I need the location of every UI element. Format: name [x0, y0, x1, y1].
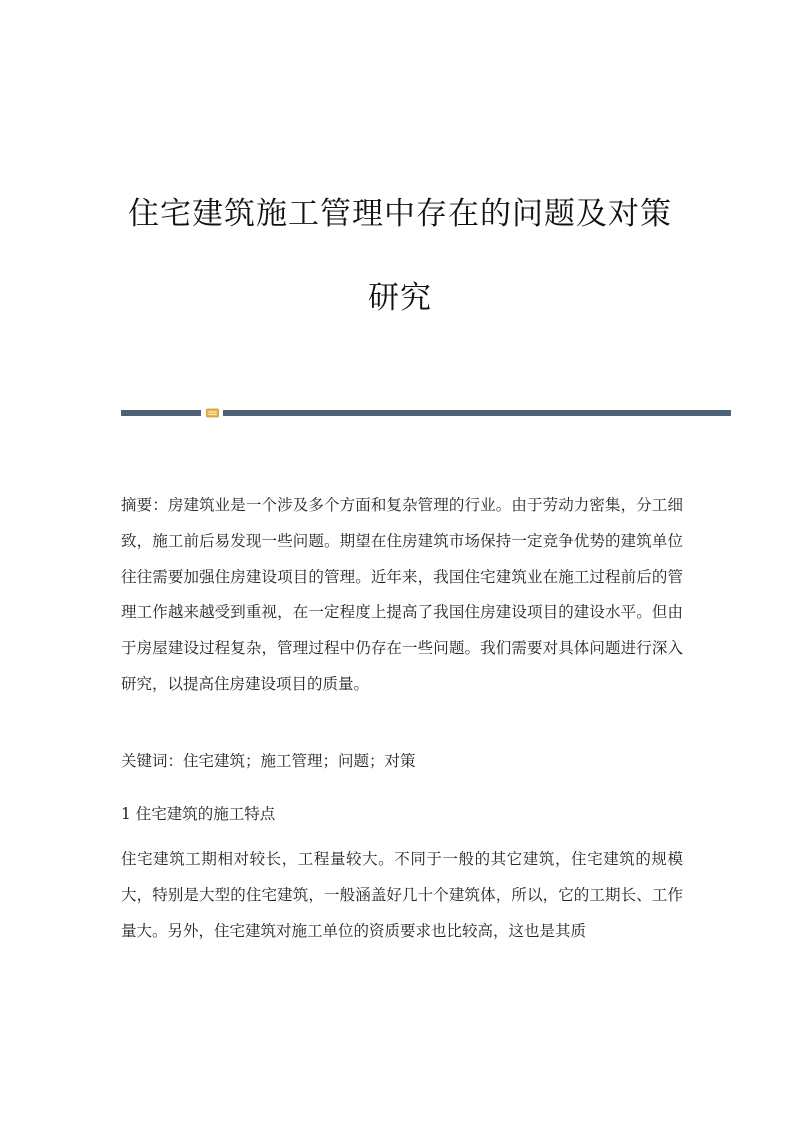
abstract-paragraph: 摘要：房建筑业是一个涉及多个方面和复杂管理的行业。由于劳动力密集，分工细致，施工前后易发现一些问题。期望在住房建筑市场保持一定竞争优势的建筑单位往往需要加强住房建设项目的管理。近年来，我国住宅建筑业在施工过程前后的管理工作越来越受到重视，在一定程度上提高了我国住房建设项目的建设水平。但由于房屋建设过程复杂，管理过程中仍存在一些问题。我们需要对具体问题进行深入研究，以提高住房建设项目的质量。 — [121, 496, 683, 693]
divider-bar-right — [223, 410, 731, 416]
section-heading — [121, 797, 683, 833]
divider-bar-left — [121, 410, 201, 416]
book-icon — [206, 408, 219, 418]
abstract — [121, 488, 683, 703]
section-1-heading: 1 住宅建筑的施工特点 — [121, 805, 276, 823]
title-divider — [121, 408, 731, 416]
keywords — [121, 744, 683, 780]
document-title-line-1: 住宅建筑施工管理中存在的问题及对策 — [128, 196, 672, 232]
keywords-line: 关键词：住宅建筑；施工管理；问题；对策 — [121, 752, 416, 770]
document-title-line-2: 研究 — [368, 280, 432, 316]
section-body — [121, 842, 683, 949]
section-1-paragraph: 住宅建筑工期相对较长，工程量较大。不同于一般的其它建筑，住宅建筑的规模大，特别是大型的住宅建筑，一般涵盖好几十个建筑体，所以，它的工期长、工作量大。另外，住宅建筑对施工单位的资质要求也比较高，这也是其质 — [121, 850, 683, 940]
